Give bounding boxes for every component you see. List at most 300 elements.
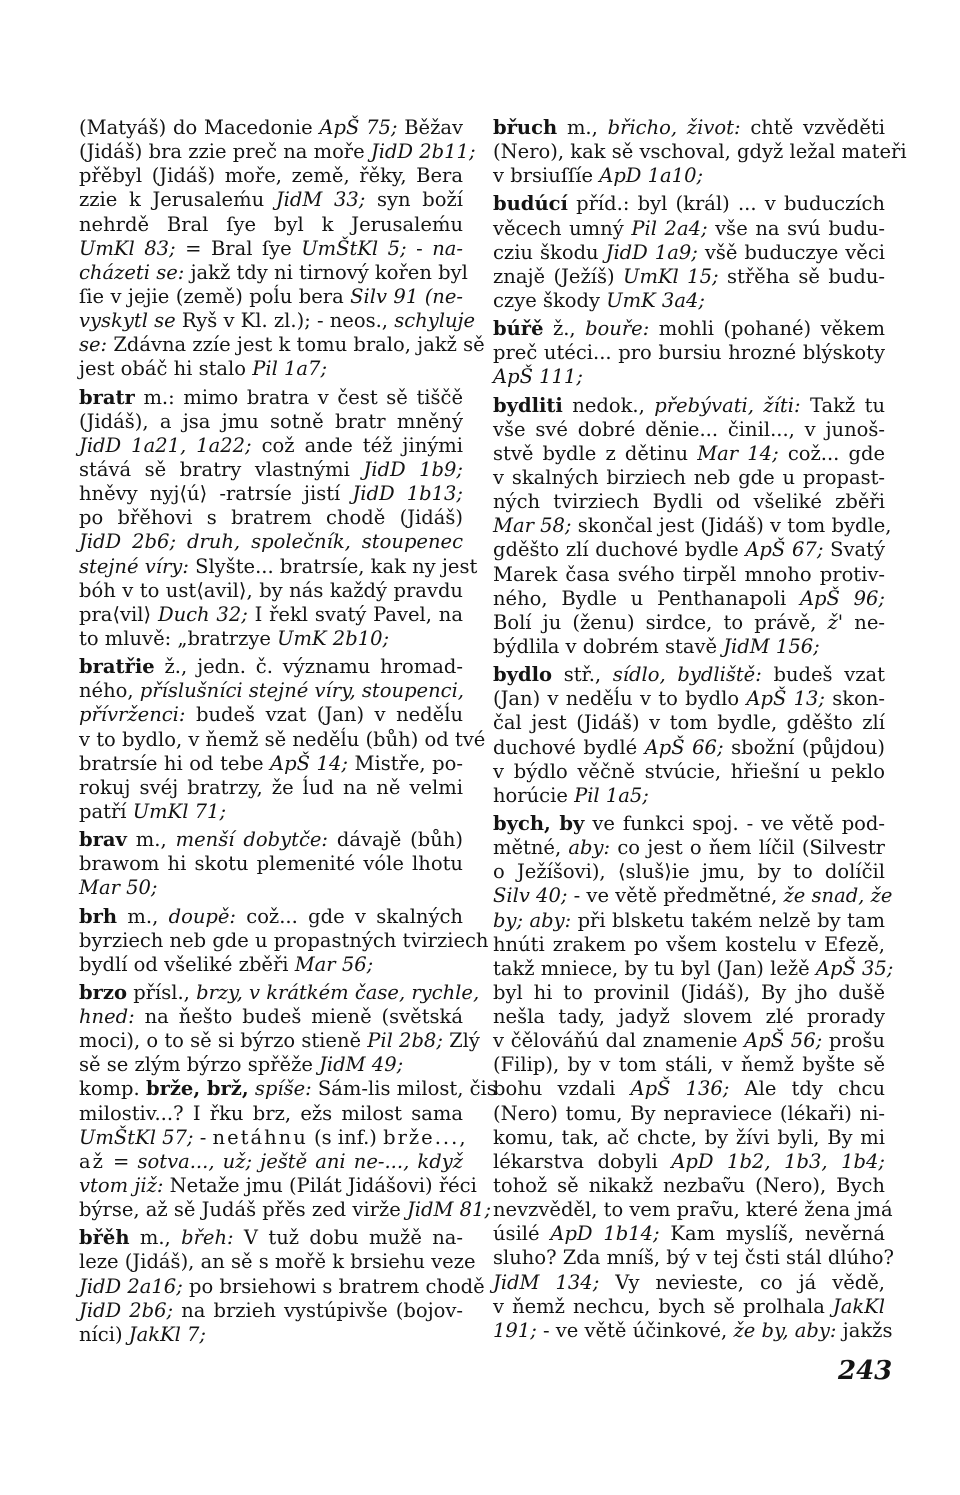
- text-line: [79, 1198, 492, 1222]
- italic-text: ApŠ 96;: [799, 586, 885, 610]
- text-segment: m.,: [557, 116, 608, 139]
- text-segment: Bolí ju (ženu) sirdce, to právě,: [493, 610, 828, 634]
- text-line: [493, 812, 885, 836]
- text-line: [493, 1318, 893, 1343]
- text-line: [79, 876, 463, 900]
- text-segment: Takž tu: [800, 393, 886, 417]
- italic-text: doupě:: [168, 904, 236, 928]
- text-line: [493, 1126, 885, 1150]
- italic-text: 191;: [493, 1318, 537, 1342]
- text-line: [493, 442, 885, 466]
- text-segment: Svatý: [823, 538, 885, 562]
- text-segment: v čělováňú dal znamenie: [493, 1029, 745, 1053]
- text-segment: vše své dobré děnie... činil..., v junoš-: [493, 417, 885, 441]
- text-line: [493, 836, 885, 860]
- text-line: [79, 1102, 463, 1126]
- italic-text: Silv 40;: [493, 884, 568, 908]
- headword: bydliti: [493, 393, 563, 417]
- text-line: [493, 635, 885, 659]
- italic-text: vyskytl se: [79, 309, 176, 333]
- text-segment: (Jidáš) bra zzie preč na moře: [79, 140, 371, 164]
- text-segment: býdlila v dobrém stavě: [493, 634, 724, 658]
- italic-text: na-: [432, 236, 463, 260]
- text-line: [493, 394, 885, 418]
- text-segment: (Jan) v neděĺu v to bydlo: [493, 687, 747, 711]
- italic-text: přebývati, žíti:: [654, 393, 801, 417]
- text-segment: jakž tdy ni tirnový kořen byl: [184, 260, 468, 284]
- headword: brav: [79, 828, 127, 852]
- text-segment: takž mniece, by tu byl (Jan) ležě: [493, 956, 816, 980]
- text-segment: m.,: [129, 1226, 182, 1250]
- italic-text: ApŠ 35;: [815, 956, 894, 980]
- text-segment: = Bral ſye: [175, 236, 302, 260]
- text-segment: v to bydlo, v ňemž sě neděĺu (bůh) od tvé: [79, 727, 486, 751]
- italic-text: ApŠ 66;: [644, 735, 724, 759]
- text-line: [79, 1323, 463, 1347]
- text-line: [79, 655, 463, 679]
- text-line: [493, 1005, 885, 1029]
- text-segment: - ve větě předmětné,: [567, 884, 784, 908]
- text-line: [493, 418, 885, 442]
- text-segment: v ňemž nechcu, bych sě prolhala: [493, 1294, 833, 1318]
- text-line: [493, 736, 885, 760]
- text-segment: Zlý: [442, 1029, 480, 1053]
- italic-text: Pil 1a7;: [252, 357, 328, 381]
- text-segment: o Ježíšovi), ⟨sluš⟩ie jmu, by to dolíčil: [493, 860, 885, 884]
- italic-text: že snad, že: [783, 884, 893, 908]
- text-line: [493, 341, 885, 365]
- text-segment: přěbyl (Jidáš) moře, země, řěky, Bera: [79, 164, 463, 188]
- text-segment: (Nero) tomu, By nepraviece (lékaři) ni-: [493, 1101, 885, 1125]
- text-line: [79, 980, 480, 1005]
- text-line: [493, 192, 885, 216]
- text-segment: [176, 530, 187, 553]
- text-segment: bydlí od všeliké zběři: [79, 952, 295, 976]
- text-line: [493, 1295, 885, 1319]
- text-segment: horúcie: [493, 783, 575, 807]
- text-segment: -: [193, 1125, 213, 1149]
- italic-text: JidD 2b6;: [79, 530, 177, 554]
- text-line: [79, 1077, 497, 1101]
- text-segment: (Matyáš) do Macedonie: [79, 116, 320, 139]
- text-segment: Slyšte... bratrsíe, kak ny jest: [188, 554, 478, 578]
- text-segment: v býdlo věčně stvúcie, hřiešní u peklo: [493, 759, 885, 783]
- text-line: [79, 776, 463, 800]
- text-segment: hnúti zrakem po všem kostelu v Efezě,: [493, 932, 885, 956]
- text-segment: Kam myslíš, nevěrná: [659, 1222, 886, 1246]
- text-line: [79, 627, 463, 651]
- text-segment: brawom hi skotu plemenité vóle lhotu: [79, 852, 463, 876]
- text-line: [79, 116, 463, 140]
- text-segment: Netaže jmu (Pilát Jidášovi) řéci: [163, 1174, 477, 1198]
- italic-text: JidD 1b13;: [352, 482, 463, 506]
- headword: bratřie: [79, 655, 155, 679]
- text-segment: Sám-lis milost, čis: [311, 1077, 497, 1101]
- text-segment: (s inf.): [307, 1125, 384, 1149]
- text-segment: netáhnu: [212, 1125, 308, 1149]
- text-segment: to mluvě: „bratrzye: [79, 626, 278, 650]
- text-line: [79, 1274, 485, 1299]
- italic-text: ApŠ 13;: [746, 687, 825, 711]
- text-segment: patří: [79, 799, 133, 823]
- text-line: [79, 800, 463, 824]
- text-segment: mohli (pohané) věkem: [649, 317, 885, 341]
- text-line: [79, 530, 463, 554]
- text-segment: nehrdě Bral ſye byl k Jerusaleḿu: [79, 212, 463, 236]
- text-segment: nedok.,: [562, 393, 655, 417]
- italic-text: JidM 156;: [723, 634, 820, 658]
- text-line: [79, 482, 463, 506]
- text-segment: milostiv...? I řku brz, ežs milost sama: [79, 1101, 463, 1125]
- text-segment: dávajě (bůh): [327, 828, 463, 852]
- text-segment: budeš vzat (Jan) v neděĺu: [185, 703, 463, 727]
- text-line: [79, 237, 463, 261]
- text-segment: (Filip), by v tom stáli, v ňemž byšte sě: [493, 1053, 885, 1077]
- italic-text: UmŠtKl 5;: [301, 236, 407, 260]
- text-line: [79, 386, 463, 410]
- text-segment: střěha sě budu-: [718, 264, 886, 288]
- text-segment: bratrsíe hi od tebe: [79, 751, 271, 775]
- italic-text: ApŠ 14;: [270, 751, 348, 775]
- italic-text: JidM 81;: [406, 1198, 492, 1222]
- text-segment: stává sě bratry vlastnými: [79, 457, 364, 481]
- text-segment: skončal jest (Jidáš) v tom bydle,: [571, 514, 892, 538]
- italic-text: hned:: [79, 1005, 135, 1029]
- text-line: [79, 1150, 463, 1174]
- headword: břuch: [493, 116, 558, 139]
- text-line: [79, 928, 489, 953]
- text-line: [493, 317, 885, 341]
- text-segment: po brsiehowi s bratrem chodě: [182, 1274, 485, 1298]
- text-line: [79, 1053, 463, 1077]
- text-line: [493, 1029, 885, 1053]
- text-segment: tohož sě nikakž nezbaṽu (Nero), Bych: [493, 1174, 885, 1198]
- text-line: [493, 241, 885, 265]
- text-line: [79, 1299, 463, 1323]
- text-line: [79, 213, 463, 237]
- text-segment: m.,: [117, 904, 169, 928]
- text-line: [493, 1246, 894, 1270]
- text-segment: věcech umný: [493, 216, 632, 240]
- italic-text: ApŠ 111;: [493, 365, 583, 389]
- text-segment: na ňešto budeš mieně (světská: [134, 1005, 463, 1029]
- text-segment: =: [104, 1149, 138, 1173]
- text-segment: byrziech neb gde u propastných tvirziech: [79, 928, 489, 952]
- italic-text: Duch 32;: [157, 602, 248, 626]
- headword: bydlo: [493, 663, 553, 687]
- headword: brže, brž,: [145, 1077, 249, 1101]
- italic-text: cházeti se:: [79, 260, 185, 284]
- text-segment: v brsiuſſíe: [493, 164, 600, 188]
- text-segment: ného, Bydle u Penthanapoli: [493, 586, 800, 610]
- italic-text: Pil 2a4;: [631, 216, 708, 240]
- italic-text: bouře:: [585, 317, 650, 341]
- text-segment: brže...,: [383, 1125, 468, 1149]
- text-line: [493, 760, 885, 784]
- text-line: [79, 260, 468, 285]
- italic-text: přívrženci:: [79, 703, 186, 727]
- text-segment: znajě (Ježíš): [493, 264, 624, 288]
- text-segment: ne-: [843, 610, 885, 634]
- italic-text: stejné víry:: [79, 554, 189, 578]
- text-line: [493, 784, 885, 808]
- text-line: [493, 663, 885, 687]
- italic-text: JidD 2b11;: [370, 140, 476, 164]
- text-segment: -: [406, 236, 433, 260]
- text-line: [79, 852, 463, 876]
- text-segment: Marek časa svého tirpěl mnoho protiv-: [493, 562, 885, 586]
- text-segment: Běžav: [397, 116, 463, 139]
- text-line: [493, 116, 885, 140]
- italic-text: JakKl 7;: [128, 1322, 207, 1346]
- text-segment: gděšto zlí duchové bydle: [493, 538, 746, 562]
- text-segment: ſie v jejie (země) poĺu bera: [79, 284, 351, 308]
- italic-text: břicho, život:: [607, 116, 741, 139]
- italic-text: vtom již:: [79, 1174, 164, 1198]
- text-segment: ného,: [79, 679, 140, 703]
- italic-text: schyluje: [394, 309, 476, 333]
- text-segment: jest obáč hi stalo: [79, 357, 253, 381]
- text-line: [493, 687, 885, 711]
- text-segment: hněvy nyj⟨ú⟩ -ratrsíe jistí: [79, 482, 353, 506]
- text-segment: komp.: [79, 1077, 146, 1101]
- text-segment: až: [79, 1149, 105, 1173]
- text-line: [79, 953, 463, 977]
- text-segment: v skalných birziech neb gde u propast-: [493, 465, 885, 489]
- text-line: [79, 603, 463, 627]
- italic-text: ApŠ 75;: [319, 116, 398, 139]
- text-segment: vše na svú budu-: [707, 216, 885, 240]
- headword: bych, by: [493, 811, 585, 835]
- text-line: [79, 1125, 468, 1150]
- text-segment: leze (Jidáš), an sě s mořě k brsiehu veze: [79, 1250, 476, 1274]
- headword: budúcí: [493, 192, 568, 216]
- text-line: [79, 905, 463, 929]
- italic-text: ApD 1b2, 1b3, 1b4;: [671, 1149, 885, 1173]
- italic-text: UmK 3a4;: [606, 288, 705, 312]
- text-segment: nešla tady, jadyž slovem zlé prorady: [493, 1005, 885, 1029]
- text-segment: czye škody: [493, 288, 607, 312]
- text-segment: m.,: [126, 828, 176, 852]
- text-line: [493, 490, 885, 514]
- italic-text: UmKl 15;: [623, 264, 719, 288]
- text-line: [79, 1174, 477, 1198]
- text-line: [79, 357, 463, 381]
- text-segment: byl hi to provinil (Jidáš), By jho dušě: [493, 980, 885, 1004]
- italic-text: ApD 1b14;: [550, 1222, 660, 1246]
- text-line: [79, 703, 463, 727]
- text-line: [493, 587, 885, 611]
- text-segment: pra⟨vil⟩: [79, 602, 158, 626]
- text-line: [79, 554, 478, 579]
- italic-text: sídlo, bydliště:: [612, 663, 762, 687]
- italic-text: ž': [827, 610, 844, 634]
- text-line: [493, 140, 907, 164]
- italic-text: spíše:: [254, 1077, 312, 1101]
- text-line: [79, 188, 463, 212]
- text-segment: cziu škodu: [493, 240, 606, 264]
- text-line: [79, 458, 463, 482]
- text-segment: ž.,: [543, 317, 586, 341]
- text-line: [79, 285, 463, 309]
- italic-text: JidD 1a9;: [605, 240, 698, 264]
- text-segment: Ryš v Kl. zl.); - neos.,: [175, 309, 395, 333]
- text-line: [493, 909, 885, 933]
- italic-text: Mar 56;: [294, 952, 374, 976]
- text-line: [79, 309, 476, 333]
- italic-text: UmKl 71;: [132, 799, 227, 823]
- italic-text: že by, aby:: [733, 1318, 837, 1342]
- page-number: 243: [838, 1356, 893, 1386]
- text-segment: sluho? Zda mníš, bý v tej čsti stál dlúho?: [493, 1246, 894, 1270]
- text-segment: níci): [79, 1322, 129, 1346]
- text-line: [79, 1250, 476, 1274]
- right-column: [493, 116, 907, 1343]
- text-segment: Mistře, po-: [347, 751, 463, 775]
- text-line: [79, 1226, 463, 1250]
- italic-text: příslušníci stejné víry, stoupenci,: [139, 679, 465, 703]
- text-segment: přísl.,: [127, 980, 197, 1004]
- italic-text: ApŠ 56;: [744, 1029, 823, 1053]
- text-line: [493, 265, 885, 289]
- italic-text: JidM 134;: [493, 1270, 600, 1294]
- italic-text: druh, společník, stoupenec: [187, 530, 463, 554]
- text-line: [493, 1150, 885, 1174]
- text-segment: (Jidáš), a jsa jmu sotně bratr mněný: [79, 409, 463, 433]
- italic-text: Mar 50;: [79, 876, 158, 900]
- text-line: [493, 956, 894, 981]
- text-line: [493, 1222, 885, 1246]
- text-segment: býrse, až sě Judáš přěs zed virže: [79, 1198, 407, 1222]
- text-segment: sě se zlým býrzo spřěže: [79, 1053, 320, 1077]
- text-segment: stvě bydle z dětinu: [493, 441, 698, 465]
- italic-text: břeh:: [181, 1226, 234, 1250]
- text-line: [493, 365, 885, 389]
- text-segment: což ande též jinými: [251, 433, 464, 457]
- italic-text: Mar 58;: [493, 514, 572, 538]
- italic-text: Pil 2b8;: [367, 1029, 443, 1053]
- text-segment: duchové bydlé: [493, 735, 645, 759]
- text-segment: syn boží: [365, 188, 463, 212]
- italic-text: UmK 2b10;: [277, 626, 390, 650]
- text-line: [79, 410, 463, 434]
- italic-text: Silv 91 (ne-: [350, 284, 463, 308]
- text-line: [79, 679, 463, 703]
- text-line: [493, 466, 885, 490]
- italic-text: JidM 33;: [275, 188, 366, 212]
- italic-text: Mar 14;: [697, 441, 779, 465]
- text-line: [79, 164, 463, 188]
- text-line: [493, 1198, 893, 1222]
- text-segment: I řekl svatý Pavel, na: [247, 602, 463, 626]
- text-line: [79, 506, 463, 530]
- text-line: [493, 1077, 885, 1101]
- headword: brzo: [79, 980, 127, 1004]
- italic-text: JakKl: [832, 1294, 885, 1318]
- text-segment: skon-: [824, 687, 885, 711]
- text-line: [493, 514, 892, 538]
- text-segment: prošu: [822, 1029, 885, 1053]
- text-segment: ž., jedn. č. významu hromad-: [154, 655, 463, 679]
- text-segment: při blsketu takém nelzě by tam: [571, 908, 885, 932]
- text-segment: (Nero), kak sě vschoval, gdyž ležal mateři: [493, 140, 907, 164]
- text-line: [493, 289, 885, 313]
- text-line: [493, 611, 885, 635]
- text-segment: moci), o to sě si býrzo stieně: [79, 1029, 368, 1053]
- italic-text: UmKl 83;: [79, 236, 176, 260]
- text-line: [79, 752, 463, 776]
- text-line: [79, 1005, 463, 1029]
- text-segment: mětné,: [493, 836, 569, 860]
- text-line: [79, 140, 476, 164]
- left-column: [79, 116, 497, 1347]
- text-line: [493, 884, 893, 908]
- text-segment: preč utéci... pro bursiu hrozné blýskoty: [493, 341, 885, 365]
- text-line: [79, 333, 485, 357]
- text-segment: lékarstva dobyli: [493, 1149, 672, 1173]
- text-segment: což... gde: [778, 441, 885, 465]
- text-line: [493, 538, 885, 562]
- text-segment: bóh v to ust⟨avil⟩, by nás každý pravdu: [79, 578, 463, 602]
- italic-text: JidD 1b9;: [363, 457, 463, 481]
- text-line: [79, 579, 463, 603]
- text-segment: co jest o ňem líčil (Silvestr: [610, 836, 885, 860]
- italic-text: ApD 1a10;: [599, 164, 704, 188]
- text-segment: jakžs: [836, 1318, 893, 1342]
- headword: búřě: [493, 317, 544, 341]
- italic-text: brzy, v krátkém čase, rychle,: [196, 980, 480, 1004]
- text-line: [493, 1271, 885, 1295]
- text-segment: Zdávna zzíe jest k tomu bralo, jakž sě: [107, 333, 485, 357]
- italic-text: JidM 49;: [319, 1053, 404, 1077]
- text-segment: rokuj svéj bratrzy, že ĺud na ně velmi: [79, 775, 463, 799]
- italic-text: menší dobytče:: [175, 828, 328, 852]
- text-segment: úsilé: [493, 1222, 551, 1246]
- italic-text: by; aby:: [493, 908, 572, 932]
- text-line: [79, 1029, 480, 1053]
- text-segment: čal jest (Jidáš) v tom bydle, gděšto zlí: [493, 711, 885, 735]
- text-line: [79, 727, 486, 752]
- text-line: [493, 563, 885, 587]
- text-segment: všě buduczye věci: [697, 240, 885, 264]
- text-segment: zzie k Jerusaleḿu: [79, 188, 276, 212]
- text-segment: stř.,: [552, 663, 613, 687]
- text-line: [493, 711, 885, 735]
- text-segment: budeš vzat: [761, 663, 885, 687]
- text-segment: ve funkci spoj. - ve větě pod-: [584, 811, 885, 835]
- text-line: [493, 981, 885, 1005]
- text-segment: V tuž dobu mužě na-: [233, 1226, 463, 1250]
- headword: břěh: [79, 1226, 130, 1250]
- text-line: [79, 434, 463, 458]
- text-line: [79, 828, 463, 852]
- text-segment: nevzvěděl, to vem praṽu, které žena jmá: [493, 1198, 893, 1222]
- italic-text: Pil 1a5;: [574, 783, 649, 807]
- text-segment: chtě vzvěděti: [740, 116, 885, 139]
- text-segment: Ale tdy chcu: [729, 1077, 885, 1101]
- text-segment: což... gde v skalných: [235, 904, 463, 928]
- text-segment: sbožní (půjdou): [723, 735, 885, 759]
- text-segment: po břěhovi s bratrem chodě (Jidáš): [79, 506, 463, 530]
- italic-text: JidD 2a16;: [79, 1274, 183, 1298]
- text-line: [493, 1102, 885, 1126]
- italic-text: JidD 1a21, 1a22;: [79, 433, 252, 457]
- text-segment: - ve větě účinkové,: [536, 1318, 734, 1342]
- text-segment: ných tvirziech Bydli od všeliké zběři: [493, 490, 885, 514]
- text-segment: na brzieh vystúpivše (bojov-: [173, 1298, 463, 1322]
- text-segment: příd.: byl (král) ... v buduczích: [567, 192, 885, 216]
- italic-text: sotva..., už; ještě ani ne-..., když: [137, 1149, 463, 1173]
